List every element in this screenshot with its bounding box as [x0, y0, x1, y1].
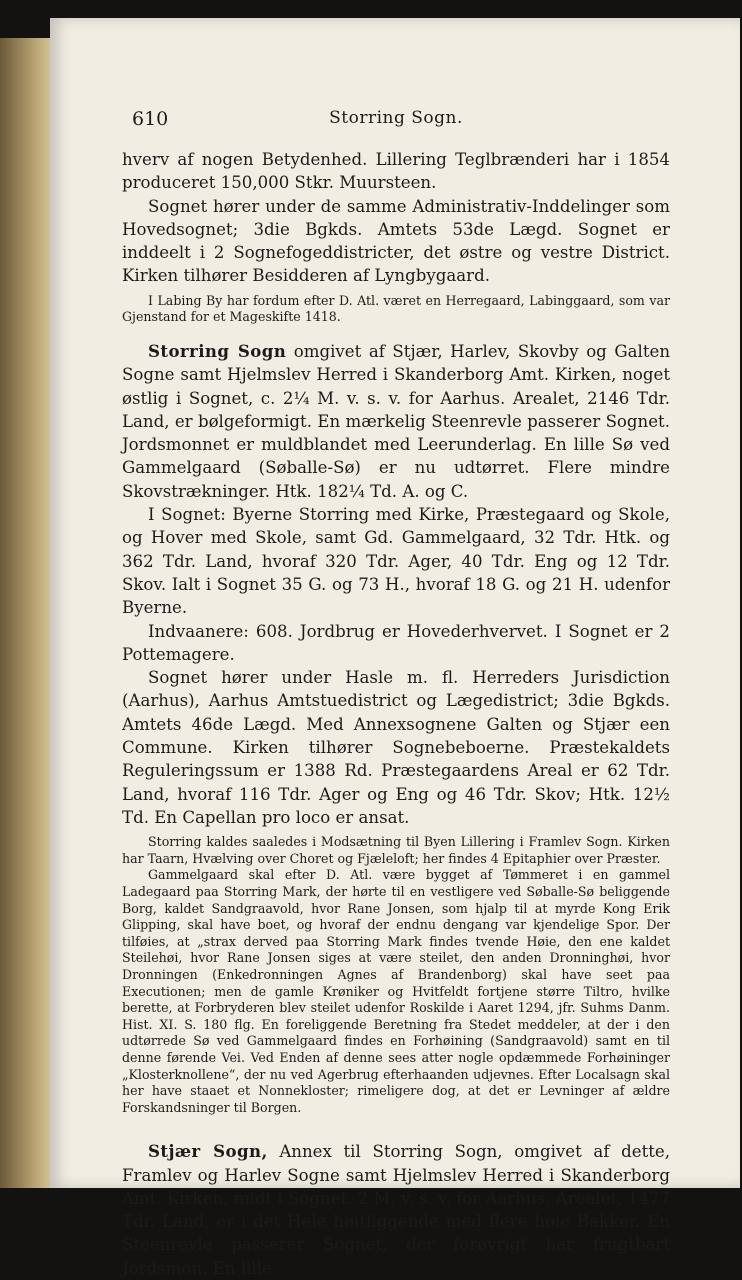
note-storring-name: Storring kaldes saaledes i Modsætning til Byen Lillering i Framlev Sogn. Kirken har Taarn, Hvælving over Choret og Fjæleloft; her findes 4 Epitaphier over Præster.: [122, 834, 670, 866]
paragraph-villages: I Sognet: Byerne Storring med Kirke, Præstegaard og Skole, og Hover med Skole, samt Gd. Gammelgaard, 32 Tdr. Htk. og 362 Tdr. Land, hvoraf 320 Tdr. Ager, 40 Tdr. Eng og 12 Tdr. Skov. Ialt i Sognet 35 G. og 73 H., hvoraf 18 G. og 21 H. udenfor Byerne.: [122, 505, 670, 618]
book-edge: [0, 38, 56, 1188]
page-number: 610: [132, 108, 169, 130]
page-content: [122, 108, 670, 1280]
running-title: Storring Sogn.: [329, 108, 463, 128]
running-head: [122, 108, 670, 134]
entry-stjaer-sogn: [122, 1140, 670, 1280]
paragraph-inhabitants: Indvaanere: 608. Jordbrug er Hovederhvervet. I Sognet er 2 Pottemagere.: [122, 621, 670, 664]
note-gammelgaard: Gammelgaard skal efter D. Atl. være bygget af Tømmeret i en gammel Ladegaard paa Storring Mark, der hørte til en vestligere ved Søballe-Sø beliggende Borg, kaldet Sandgraavold, hvor Rane Jonsen, som hjalp til at myrde Kong Erik Glipping, skal have boet, og hvoraf der endnu dengang var kjendelige Spor. Der tilføies, at „strax derved paa Storring Mark findes tvende Høie, den ene kaldet Steilehøi, hvor Rane Jonsen siges at være steilet, den anden Dronninghøi, hvor Dronningen (Enkedronningen Agnes af Brandenborg) skal have seet paa Executionen; men de gamle Krøniker og Hvitfeldt fortjene større Tiltro, hvilke berette, at Forbryderen blev steilet udenfor Roskilde i Aaret 1294, jfr. Suhms Danm. Hist. XI. S. 180 flg. En foreliggende Beretning fra Stedet meddeler, at der i den udtørrede Sø ved Gammelgaard findes en Forhøining (Sandgraavold) samt en til denne førende Vei. Ved Enden af denne sees atter nogle opdæmmede Forhøininger „Klosterknollene“, der nu ved Agerbrug efterhaanden udjevnes. Efter Localsagn skal her have staaet et Nonnekloster; rimeligere dog, at det er Levninger af ældre Forskandsninger til Borgen.: [122, 867, 670, 1115]
note-labing: I Labing By har fordum efter D. Atl. været en Herregaard, Labinggaard, som var Gjenstand for et Mageskifte 1418.: [122, 292, 670, 325]
book-page: [50, 18, 740, 1278]
entry-text-storring: omgivet af Stjær, Harlev, Skovby og Galten Sogne samt Hjelmslev Herred i Skanderborg Amt. Kirken, noget østlig i Sognet, c. 2¼ M. v. s. v. for Aarhus. Arealet, 2146 Tdr. Land, er bølgeformigt. En mærkelig Steenrevle passerer Sognet. Jordsmonnet er muldblandet med Leerunderlag. En lille Sø ved Gammelgaard (Søballe-Sø) er nu udtørret. Flere mindre Skovstrækninger. Htk. 182¼ Td. A. og C.: [122, 341, 671, 501]
entry-text-stjaer: Annex til Storring Sogn, omgivet af dette, Framlev og Harlev Sogne samt Hjelmslev Herred i Skanderborg Amt. Kirken, midt i Sognet, 2 M. v. s. v. for Aarhus. Arealet, 1477 Tdr. Land, er i det Hele høitliggende med flere høie Bakker. En Steenrevle passerer Sognet, der forøvrigt har frugtbart Jordsmon. En lille: [122, 1142, 670, 1278]
paragraph-continuation: hverv af nogen Betydenhed. Lillering Teglbrænderi har i 1854 produceret 150,000 Stkr. Muursteen.: [122, 150, 670, 193]
paragraph-administration: Sognet hører under de samme Administrativ-Inddelinger som Hovedsognet; 3die Bgkds. Amtets 53de Lægd. Sognet er inddeelt i 2 Sognefogeddistricter, det østre og vestre District. Kirken tilhører Besidderen af Lyngbygaard.: [122, 196, 670, 286]
entry-heading-stjaer: Stjær Sogn,: [148, 1141, 268, 1162]
entry-storring-sogn: [122, 340, 670, 503]
entry-heading-storring: Storring Sogn: [148, 340, 287, 361]
paragraph-jurisdiction: Sognet hører under Hasle m. fl. Herreders Jurisdiction (Aarhus), Aarhus Amtstuedistrict og Lægedistrict; 3die Bgkds. Amtets 46de Lægd. Med Annexsognene Galten og Stjær een Commune. Kirken tilhører Sognebeboerne. Præstekaldets Reguleringssum er 1388 Rd. Præstegaardens Areal er 62 Tdr. Land, hvoraf 116 Tdr. Ager og Eng og 46 Tdr. Skov; Htk. 12½ Td. En Capellan pro loco er ansat.: [122, 668, 670, 827]
